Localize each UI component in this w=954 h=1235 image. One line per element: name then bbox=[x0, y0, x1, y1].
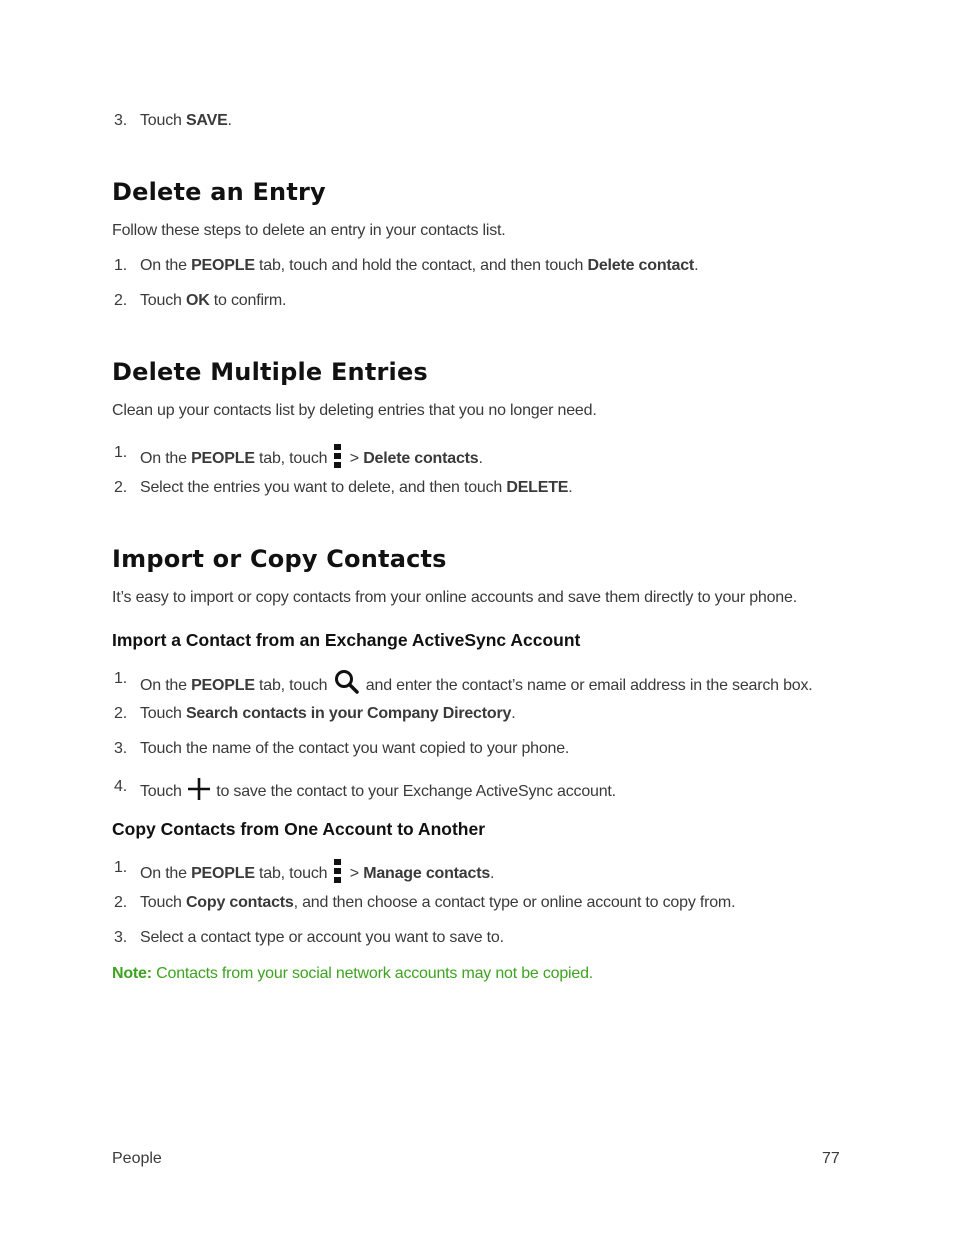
search-icon bbox=[334, 670, 360, 694]
section-intro: Follow these steps to delete an entry in your contacts list. bbox=[112, 222, 506, 239]
step-number: 1. bbox=[114, 257, 127, 274]
footer-section: People bbox=[112, 1150, 162, 1167]
note-label: Note: bbox=[112, 965, 152, 982]
step-text: On the PEOPLE tab, touch and enter the contact’s name or email address in the search box. bbox=[140, 670, 813, 695]
step-number: 2. bbox=[114, 479, 127, 496]
step-number: 3. bbox=[114, 740, 127, 757]
step-text: On the PEOPLE tab, touch > Delete contacts. bbox=[140, 444, 483, 468]
plus-icon bbox=[187, 778, 211, 800]
step-text: Touch OK to confirm. bbox=[140, 292, 287, 309]
step-text: Touch Search contacts in your Company Directory. bbox=[140, 705, 516, 722]
step-text: Select a contact type or account you want to save to. bbox=[140, 929, 504, 946]
page-number: 77 bbox=[822, 1150, 840, 1167]
step-number: 3. bbox=[114, 112, 127, 129]
step-number: 2. bbox=[114, 705, 127, 722]
section-heading-import-copy: Import or Copy Contacts bbox=[112, 545, 447, 573]
step-text: Select the entries you want to delete, and then touch DELETE. bbox=[140, 479, 573, 496]
subsection-heading-copy: Copy Contacts from One Account to Another bbox=[112, 819, 486, 839]
step-text: Touch Copy contacts, and then choose a contact type or online account to copy from. bbox=[140, 894, 736, 911]
section-intro: Clean up your contacts list by deleting entries that you no longer need. bbox=[112, 402, 597, 419]
step-text: On the PEOPLE tab, touch and hold the contact, and then touch Delete contact. bbox=[140, 257, 699, 274]
step-text: Touch the name of the contact you want copied to your phone. bbox=[140, 740, 570, 757]
step-number: 2. bbox=[114, 894, 127, 911]
step-text: Touch to save the contact to your Exchange ActiveSync account. bbox=[140, 778, 616, 801]
step-number: 1. bbox=[114, 859, 127, 876]
note-text: Note: Contacts from your social network accounts may not be copied. bbox=[112, 965, 594, 982]
section-intro: It’s easy to import or copy contacts from your online accounts and save them directly to your phone. bbox=[112, 589, 797, 606]
step-number: 2. bbox=[114, 292, 127, 309]
subsection-heading-exchange: Import a Contact from an Exchange ActiveSync Account bbox=[112, 630, 581, 650]
menu-icon bbox=[334, 859, 342, 883]
step-number: 3. bbox=[114, 929, 127, 946]
step-number: 1. bbox=[114, 670, 127, 687]
section-heading-delete-entry: Delete an Entry bbox=[112, 178, 326, 206]
section-heading-delete-multiple: Delete Multiple Entries bbox=[112, 358, 428, 386]
step-number: 4. bbox=[114, 778, 127, 795]
step-text: On the PEOPLE tab, touch > Manage contacts. bbox=[140, 859, 494, 883]
step-text: Touch SAVE. bbox=[140, 112, 232, 129]
menu-icon bbox=[334, 444, 342, 468]
step-number: 1. bbox=[114, 444, 127, 461]
